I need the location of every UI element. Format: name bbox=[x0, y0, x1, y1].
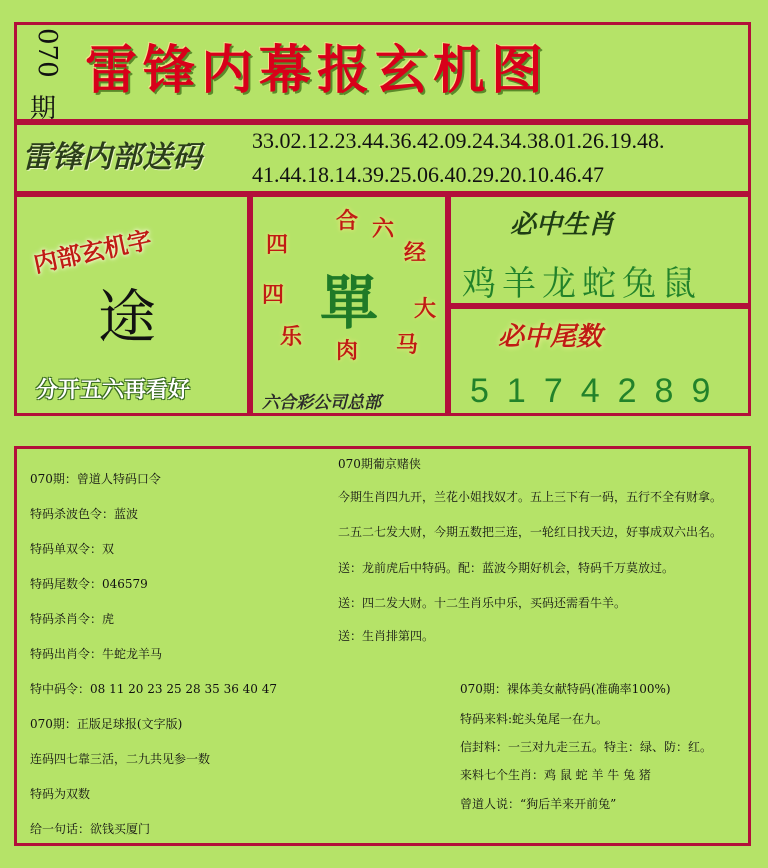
left-line: 给一句话：欲钱买厦门 bbox=[30, 822, 151, 836]
left-line: 特码为双数 bbox=[30, 787, 91, 801]
mystery-char: 途 bbox=[98, 283, 157, 351]
zodiac-list: 鸡羊龙蛇兔鼠 bbox=[462, 264, 702, 304]
mystery-hint: 分开五六再看好 bbox=[36, 377, 191, 403]
right-line: 来料七个生肖：鸡 鼠 蛇 羊 牛 兔 猪 bbox=[460, 768, 651, 782]
tail-heading: 必中尾数 bbox=[498, 322, 603, 352]
left-line: 特码尾数令：046579 bbox=[30, 577, 148, 591]
numbers-row-2: 41.44.18.14.39.25.06.40.29.20.10.46.47 bbox=[252, 162, 604, 187]
zodiac-heading: 必中生肖 bbox=[510, 210, 615, 240]
right-line: 070期：裸体美女献特码(准确率100%) bbox=[460, 682, 671, 696]
mystery-title: 内部玄机字 bbox=[30, 224, 155, 279]
left-line: 070期：正版足球报(文字版) bbox=[30, 717, 183, 731]
mid-line: 070期葡京赌侠 bbox=[338, 457, 421, 471]
circle-char: 四 bbox=[262, 282, 285, 308]
mid-line: 送：龙前虎后中特码。配：蓝波今期好机会，特码千万莫放过。 bbox=[338, 561, 675, 575]
mid-line: 送：四二发大财。十二生肖乐中乐，买码还需看牛羊。 bbox=[338, 596, 627, 610]
issue-number-text: 070 bbox=[32, 28, 62, 78]
circle-char: 乐 bbox=[280, 324, 303, 350]
mid-line: 二五二七发大财，今期五数把三连，一轮红日找天边，好事成双六出名。 bbox=[338, 525, 723, 539]
left-line: 特码杀肖令：虎 bbox=[30, 612, 115, 626]
right-line: 曾道人说：“狗后羊来开前兔” bbox=[460, 797, 617, 811]
page-title: 雷锋内幕报玄机图 bbox=[85, 40, 550, 101]
circle-char: 六 bbox=[372, 216, 395, 242]
issue-number bbox=[28, 26, 68, 126]
issue-suffix: 期 bbox=[30, 94, 57, 124]
left-line: 特码出肖令：牛蛇龙羊马 bbox=[30, 647, 163, 661]
company-label: 六合彩公司总部 bbox=[262, 393, 381, 413]
mid-line: 今期生肖四九开，兰花小姐找奴才。五上三下有一码，五行不全有财拿。 bbox=[338, 490, 723, 504]
mid-line: 送：生肖排第四。 bbox=[338, 629, 435, 643]
center-char: 單 bbox=[320, 269, 379, 337]
left-line: 特码杀波色令：蓝波 bbox=[30, 507, 139, 521]
left-line: 特码单双令：双 bbox=[30, 542, 115, 556]
tail-numbers: 5174289 bbox=[470, 372, 729, 410]
left-line: 连码四七靠三活，二九共见参一数 bbox=[30, 752, 211, 766]
internal-label: 雷锋内部送码 bbox=[22, 140, 202, 175]
left-line: 特中码令：08 11 20 23 25 28 35 36 40 47 bbox=[30, 682, 278, 696]
circle-char: 四 bbox=[266, 232, 289, 258]
circle-char: 大 bbox=[414, 296, 437, 322]
circle-char: 肉 bbox=[336, 338, 359, 364]
numbers-row-1: 33.02.12.23.44.36.42.09.24.34.38.01.26.19.48. bbox=[252, 128, 665, 153]
circle-char: 经 bbox=[404, 240, 427, 266]
circle-char: 合 bbox=[336, 208, 359, 234]
circle-char: 马 bbox=[396, 332, 419, 358]
right-line: 信封料：一三对九走三五。特主：绿、防：红。 bbox=[460, 740, 713, 754]
left-line: 070期：曾道人特码口令 bbox=[30, 472, 161, 486]
right-line: 特码来料:蛇头兔尾一在九。 bbox=[460, 712, 609, 726]
